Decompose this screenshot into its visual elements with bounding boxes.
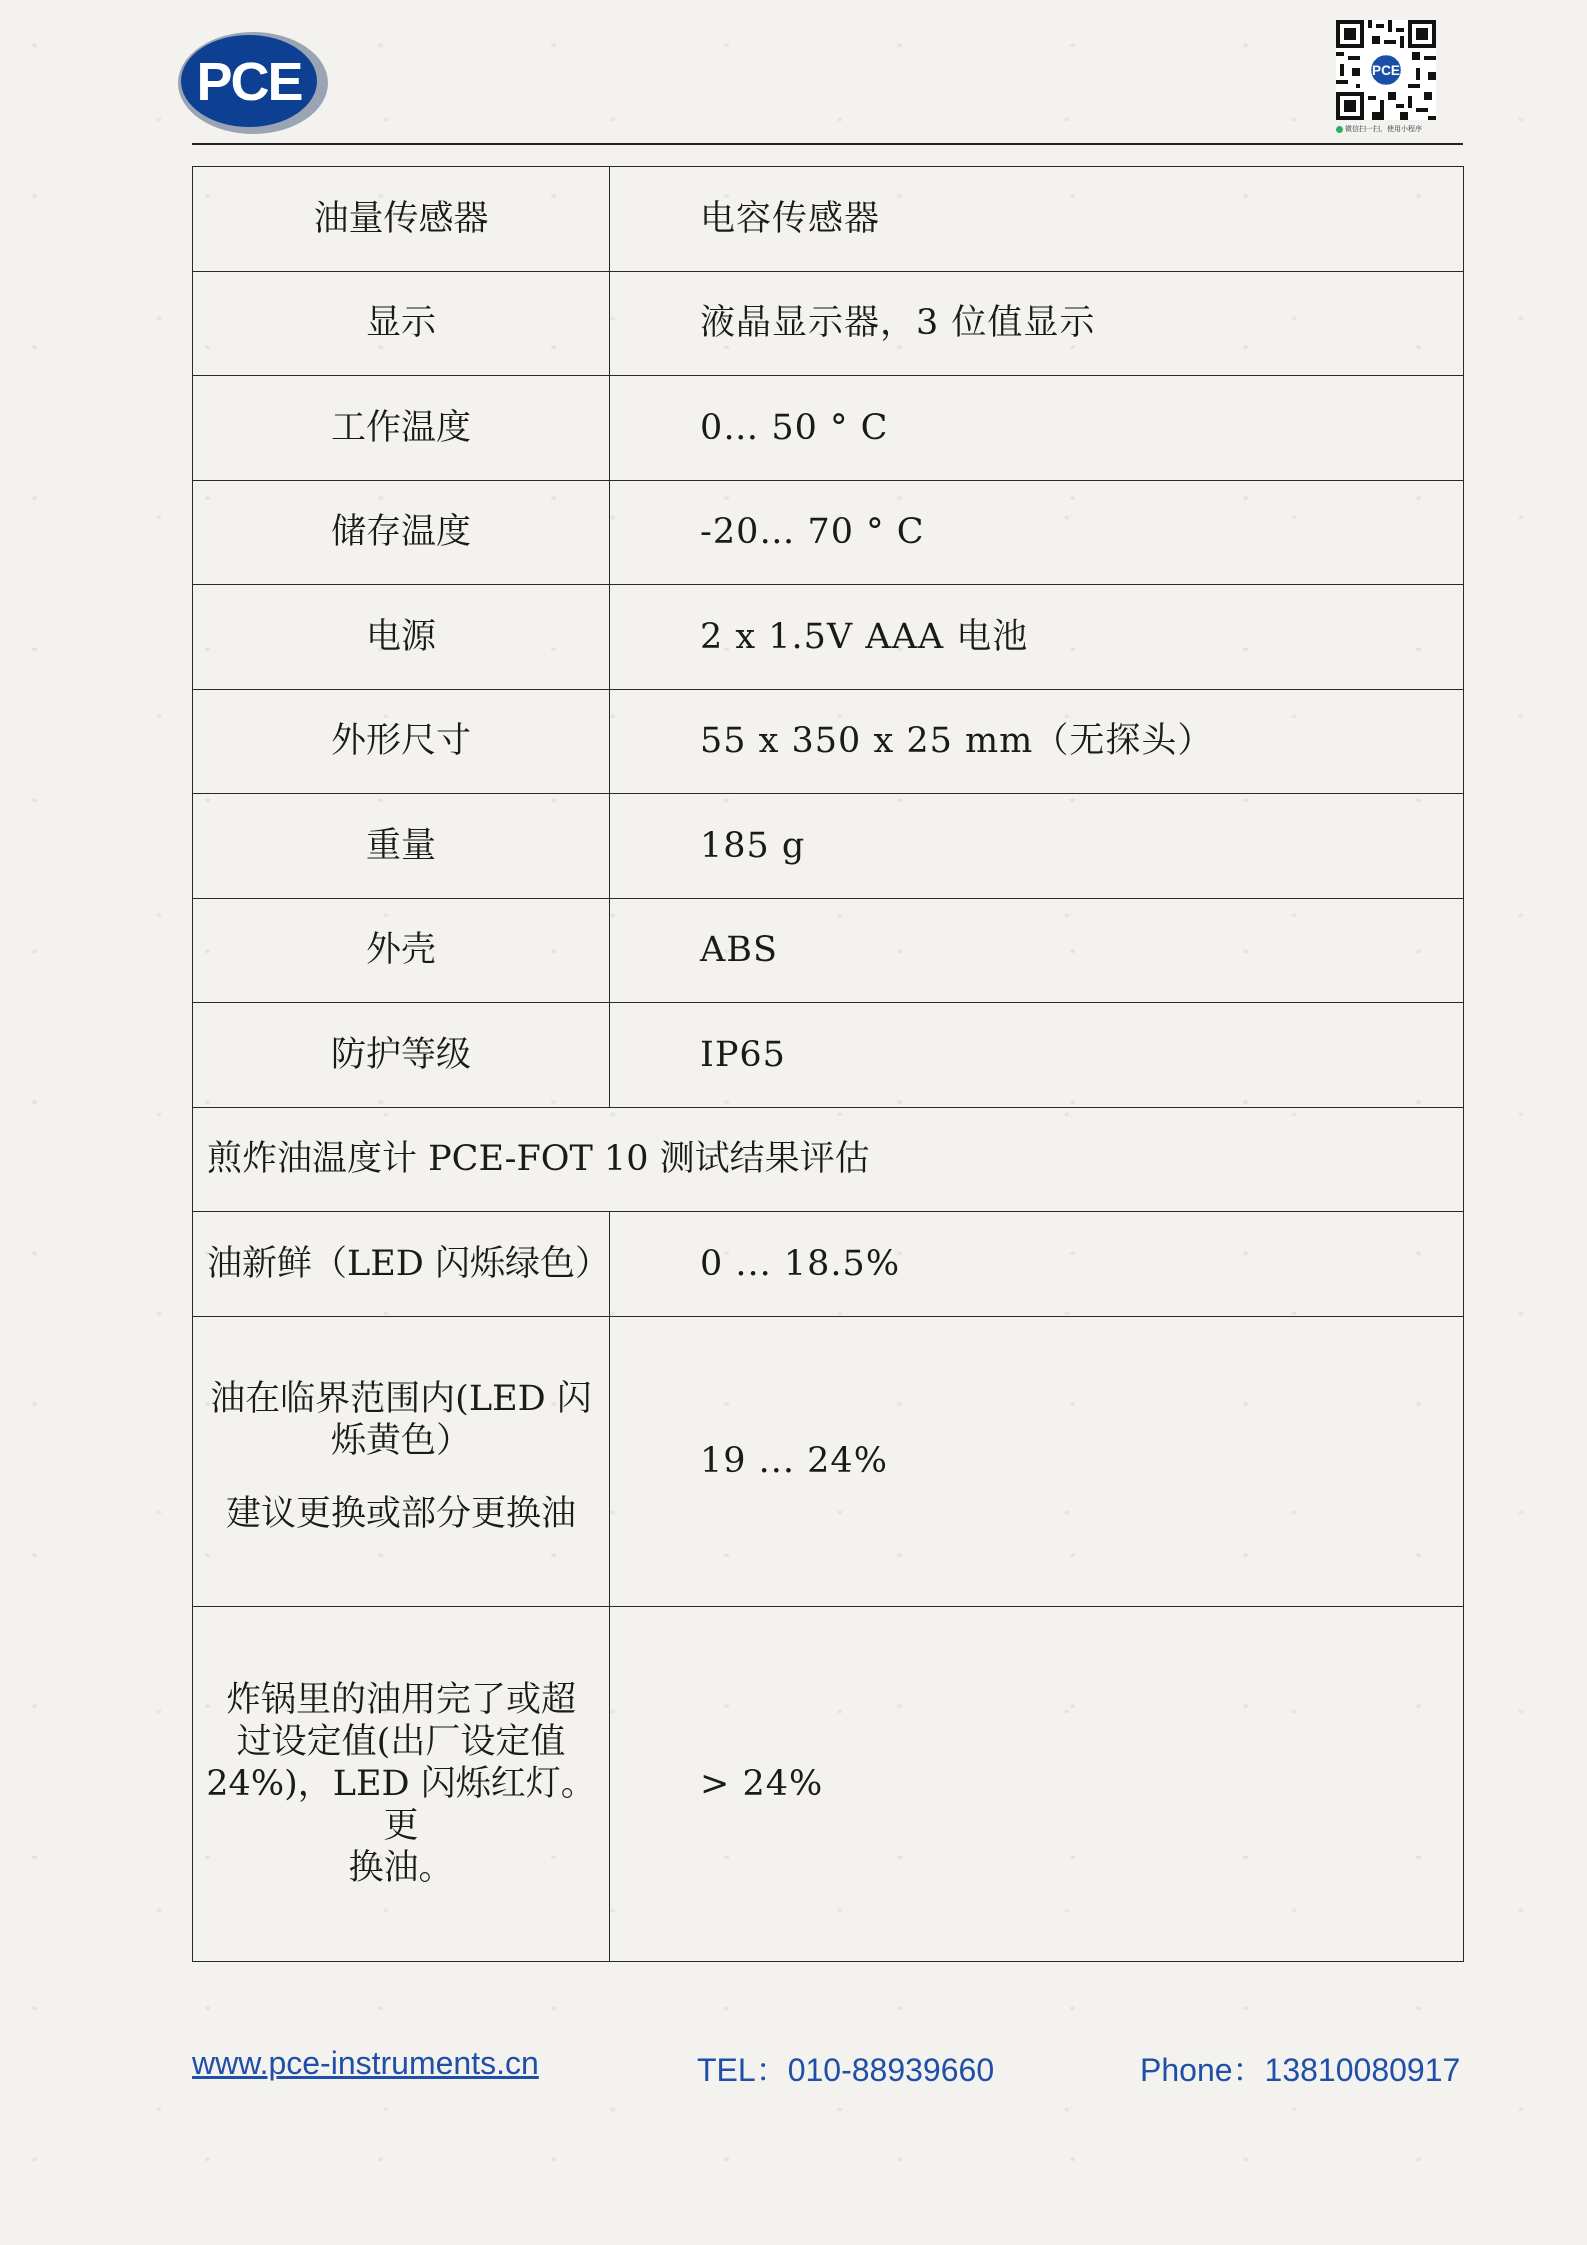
row-label: 油新鲜（LED 闪烁绿色） bbox=[193, 1212, 610, 1317]
row-label: 炸锅里的油用完了或超 过设定值(出厂设定值 24%)，LED 闪烁红灯。更 换油。 bbox=[193, 1606, 610, 1961]
table-row bbox=[193, 271, 1464, 376]
section-title: 煎炸油温度计 PCE-FOT 10 测试结果评估 bbox=[193, 1107, 1464, 1212]
footer-website[interactable] bbox=[192, 2045, 539, 2082]
row-label: 防护等级 bbox=[193, 1003, 610, 1108]
qr-center-text: PCE bbox=[1372, 63, 1400, 79]
row-label: 储存温度 bbox=[193, 480, 610, 585]
row-label: 显示 bbox=[193, 271, 610, 376]
row-value: 2 x 1.5V AAA 电池 bbox=[610, 585, 1464, 690]
row-value: 液晶显示器，3 位值显示 bbox=[610, 271, 1464, 376]
row-value: 0… 50 ° C bbox=[610, 376, 1464, 481]
row-value: 185 g bbox=[610, 794, 1464, 899]
row-label: 外壳 bbox=[193, 898, 610, 1003]
table-row bbox=[193, 1212, 1464, 1317]
section-row bbox=[193, 1107, 1464, 1212]
table-row bbox=[193, 1316, 1464, 1606]
wechat-icon bbox=[1336, 126, 1343, 133]
table-row bbox=[193, 585, 1464, 690]
table-row bbox=[193, 898, 1464, 1003]
table-row bbox=[193, 689, 1464, 794]
table-row bbox=[193, 376, 1464, 481]
footer-tel: TEL：010-88939660 bbox=[697, 2052, 995, 2088]
row-value: 19 ... 24% bbox=[610, 1316, 1464, 1606]
table-row bbox=[193, 794, 1464, 899]
row-label: 外形尺寸 bbox=[193, 689, 610, 794]
row-value: 55 x 350 x 25 mm（无探头） bbox=[610, 689, 1464, 794]
row-value: 电容传感器 bbox=[610, 167, 1464, 272]
table-row bbox=[193, 167, 1464, 272]
footer-phone: Phone：13810080917 bbox=[1140, 2052, 1461, 2088]
row-value: IP65 bbox=[610, 1003, 1464, 1108]
table-row bbox=[193, 1003, 1464, 1108]
qr-caption: 微信扫一扫，使用小程序 bbox=[1336, 124, 1444, 134]
row-label: 电源 bbox=[193, 585, 610, 690]
website-link[interactable]: www.pce-instruments.cn bbox=[192, 2045, 539, 2081]
row-label: 工作温度 bbox=[193, 376, 610, 481]
pce-logo bbox=[176, 30, 330, 136]
table-row bbox=[193, 1606, 1464, 1961]
row-value: -20… 70 ° C bbox=[610, 480, 1464, 585]
spec-table bbox=[192, 166, 1464, 1962]
row-value: > 24% bbox=[610, 1606, 1464, 1961]
row-value: 0 ... 18.5% bbox=[610, 1212, 1464, 1317]
table-row bbox=[193, 480, 1464, 585]
header-divider bbox=[192, 143, 1463, 145]
logo-text: PCE bbox=[196, 52, 302, 112]
row-label: 油量传感器 bbox=[193, 167, 610, 272]
qr-code-icon bbox=[1336, 20, 1436, 120]
row-label: 重量 bbox=[193, 794, 610, 899]
row-value: ABS bbox=[610, 898, 1464, 1003]
row-label: 油在临界范围内(LED 闪 烁黄色） 建议更换或部分更换油 bbox=[193, 1316, 610, 1606]
